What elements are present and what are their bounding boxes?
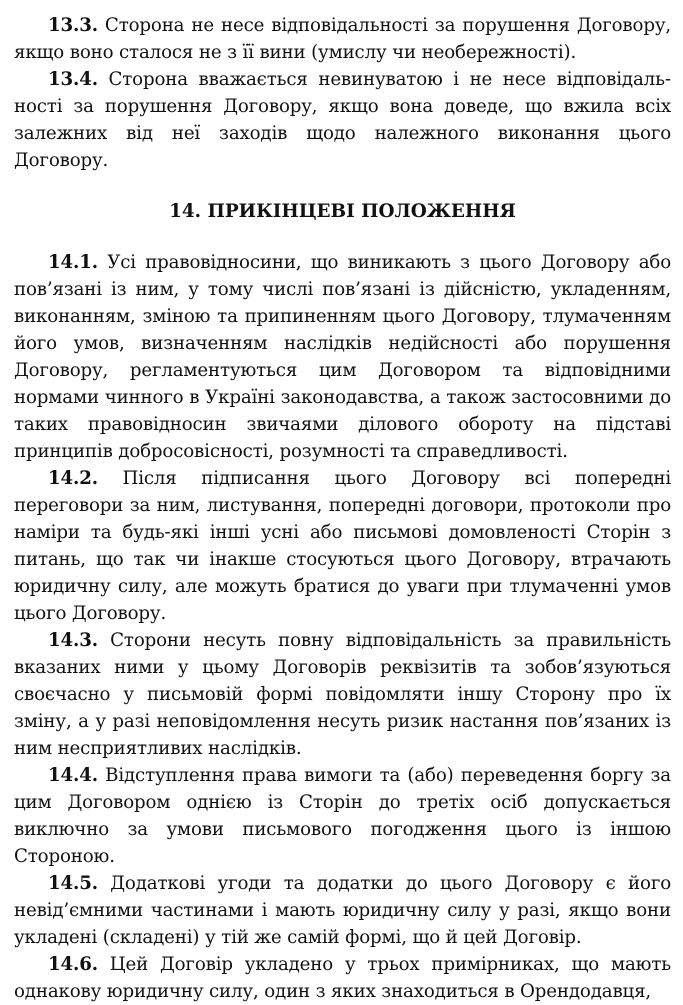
clause-14-6 [14, 951, 671, 1005]
clause-number: 13.4. [48, 69, 98, 90]
section-heading: 14. ПРИКІНЦЕВІ ПОЛОЖЕННЯ [169, 201, 516, 222]
clause-14-3 [14, 627, 671, 762]
clause-number: 14.3. [48, 630, 98, 651]
clause-number: 14.2. [48, 468, 98, 489]
clause-number: 14.5. [48, 873, 98, 894]
clause-text: Сторона не несе відповідальності за порушення Договору, якщо воно сталося не з її вини (умислу чи необережності). [14, 15, 671, 63]
clause-13-4 [14, 66, 671, 174]
clause-14-2 [14, 465, 671, 627]
clause-14-1 [14, 249, 671, 465]
clause-text: Відступлення права вимоги та (або) переведення боргу за цим Договором однією із Сторін до третіх осіб допускається виключно за умови письмового погодження цього із іншою Стороною. [14, 765, 671, 867]
clause-number: 13.3. [48, 15, 98, 36]
clause-number: 14.1. [48, 252, 98, 273]
clause-text: Цей Договір укладено у трьох примірниках, що мають однакову юридичну силу, один з яких знаходиться в Орендодавця, [14, 954, 671, 1002]
clause-text: Сторони несуть повну відповідальність за правильність вказаних ними у цьому Договорів реквізитів та зобов’язуються своєчасно у письмовій формі повідомляти іншу Сторону про їх зміну, а у разі неповідомлення несуть ризик настання пов’язаних із ним несприятливих наслідків. [14, 630, 671, 759]
clause-text: Усі правовідносини, що виникають з цього Договору або пов’язані із ним, у тому числі пов’язані із дійсністю, укладенням, виконанням, зміною та припиненням цього Договору, тлумаченням його умов, визначенням наслідків недійсності або порушення Договору, регламентуються цим Договором та відповідними нормами чинного в Україні законодавства, а також застосовними до таких правовідносин звичаями ділового обороту на підставі принципів добросовісності, розумності та справедливості. [14, 252, 671, 462]
clause-number: 14.4. [48, 765, 98, 786]
clause-14-5 [14, 870, 671, 951]
clause-text: Додаткові угоди та додатки до цього Договору є його невід’ємними частинами і мають юридичну силу у разі, якщо вони укладені (складені) у тій же самій формі, що й цей Договір. [14, 873, 671, 948]
clause-13-3 [14, 12, 671, 66]
clause-text: Після підписання цього Договору всі попередні переговори за ним, листування, попередні договори, протоколи про наміри та будь-які інші усні або письмові домовленості Сторін з питань, що так чи інакше стосуються цього Договору, втрачають юридичну силу, але можуть братися до уваги при тлумаченні умов цього Договору. [14, 468, 671, 624]
clause-14-4 [14, 762, 671, 870]
clause-text: Сторона вважається невинуватою і не несе відповідальності за порушення Договору, якщо вона доведе, що вжила всіх залежних від неї заходів щодо належного виконання цього Договору. [14, 69, 671, 171]
clause-number: 14.6. [48, 954, 98, 975]
